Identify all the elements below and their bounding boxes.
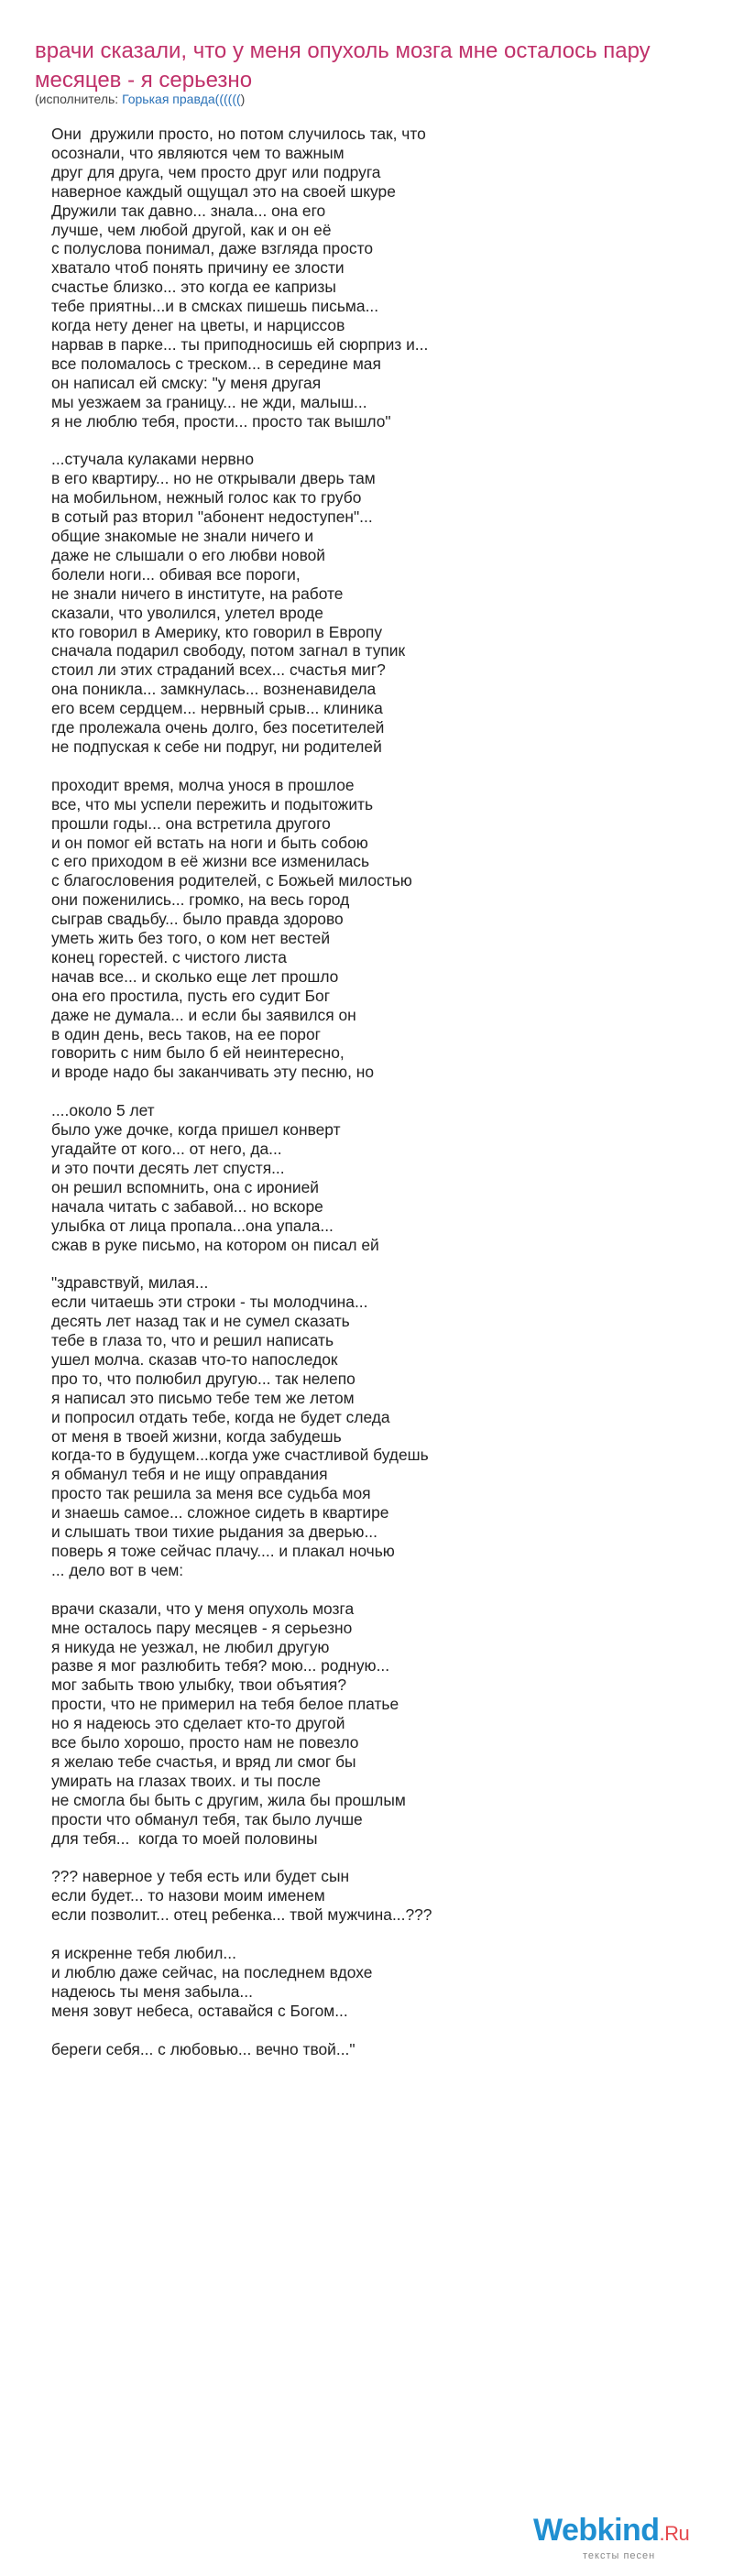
lyric-line: когда-то в будущем...когда уже счастливой будешь (51, 1446, 429, 1465)
lyric-line: говорить с ним было б ей неинтересно, (51, 1043, 345, 1063)
lyric-line: она его простила, пусть его судит Бог (51, 986, 331, 1005)
lyric-line: в его квартиру... но не открывали дверь там (51, 469, 376, 488)
lyric-line: наверное каждый ощущал это на своей шкуре (51, 181, 396, 201)
lyric-line: в один день, весь таков, на ее порог (51, 1024, 321, 1043)
lyric-line: поверь я тоже сейчас плачу.... и плакал ночью (51, 1542, 395, 1560)
lyric-line: хватало чтоб понять причину ее злости (51, 258, 345, 278)
lyric-line: все, что мы успели пережить и подытожить (51, 794, 374, 813)
lyric-line: с благословения родителей, с Божьей милостью (51, 871, 412, 890)
lyric-line: береги себя... с любовью... вечно твой..." (51, 2039, 356, 2058)
lyric-line: я обманул тебя и не ищу оправдания (51, 1465, 328, 1484)
lyric-line: если будет... то назови моим именем (51, 1886, 325, 1905)
lyric-line: уметь жить без того, о ком нет вестей (51, 929, 331, 948)
lyrics-stanza (51, 776, 693, 1083)
lyric-line: его всем сердцем... нервный срыв... клиника (51, 699, 383, 718)
lyric-line: было уже дочке, когда пришел конверт (51, 1120, 341, 1140)
lyric-line: умирать на глазах твоих. и ты после (51, 1771, 322, 1790)
lyric-line: с полуслова понимал, даже взгляда просто (51, 239, 374, 258)
lyric-line: разве я мог разлюбить тебя? мою... родную... (51, 1656, 390, 1675)
lyric-line: и вроде надо бы заканчивать эту песню, но (51, 1063, 375, 1082)
lyrics-body (51, 125, 693, 2078)
lyric-line: ... дело вот в чем: (51, 1560, 184, 1579)
lyric-line: "здравствуй, милая... (51, 1273, 209, 1293)
logo-tagline: тексты песен (583, 2550, 656, 2561)
lyrics-stanza (51, 125, 693, 431)
lyric-line: он решил вспомнить, она с иронией (51, 1177, 319, 1196)
lyric-line: осознали, что являются чем то важным (51, 143, 345, 162)
lyric-line: не знали ничего в институте, на работе (51, 584, 344, 603)
lyric-line: она поникла... замкнулась... возненавидела (51, 680, 377, 699)
lyric-line: конец горестей. с чистого листа (51, 947, 287, 966)
lyric-line: ...стучала кулаками нервно (51, 450, 254, 469)
lyrics-stanza (51, 2040, 693, 2059)
lyric-line: проходит время, молча унося в прошлое (51, 775, 355, 794)
lyric-line: где пролежала очень долго, без посетителей (51, 718, 385, 737)
lyric-line: мне осталось пару месяцев - я серьезно (51, 1618, 353, 1637)
lyric-line: и слышать твои тихие рыдания за дверью... (51, 1523, 377, 1542)
lyric-line: не подпуская к себе ни подруг, ни родителей (51, 737, 382, 756)
lyric-line: сыграв свадьбу... было правда здорово (51, 910, 344, 929)
lyric-line: когда нету денег на цветы, и нарциссов (51, 316, 345, 335)
lyric-line: и попросил отдать тебе, когда не будет следа (51, 1407, 390, 1426)
artist-suffix: ) (240, 92, 246, 106)
lyric-line: от меня в твоей жизни, когда забудешь (51, 1426, 342, 1446)
lyric-line: просто так решила за меня все судьба моя (51, 1484, 371, 1503)
lyrics-stanza (51, 1599, 693, 1849)
lyric-line: я искренне тебя любил... (51, 1943, 236, 1962)
logo-tld: .Ru (659, 2522, 690, 2545)
lyric-line: и знаешь самое... сложное сидеть в квартире (51, 1503, 389, 1523)
lyric-line: угадайте от кого... от него, да... (51, 1139, 282, 1158)
lyric-line: я написал это письмо тебе тем же летом (51, 1388, 355, 1407)
lyric-line: нарвав в парке... ты приподносишь ей сюрприз и... (51, 334, 429, 354)
lyric-line: Они дружили просто, но потом случилось так, что (51, 125, 426, 143)
lyric-line: не смогла бы быть с другим, жила бы прошлым (51, 1790, 406, 1809)
lyric-line: прости, что не примерил на тебя белое платье (51, 1695, 399, 1714)
lyric-line: он написал ей смску: "у меня другая (51, 373, 322, 392)
lyric-line: ....около 5 лет (51, 1101, 155, 1120)
lyric-line: надеюсь ты меня забыла... (51, 1981, 253, 2001)
lyric-line: сначала подарил свободу, потом загнал в тупик (51, 641, 406, 660)
lyric-line: и люблю даже сейчас, на последнем вдохе (51, 1962, 373, 1981)
lyric-line: прошли годы... она встретила другого (51, 813, 331, 833)
lyric-line: я желаю тебе счастья, и вряд ли смог бы (51, 1752, 356, 1771)
lyric-line: мог забыть твою улыбку, твои объятия? (51, 1675, 346, 1695)
lyric-line: в сотый раз вторил "абонент недоступен"... (51, 508, 373, 527)
lyric-line: прости что обманул тебя, так было лучше (51, 1809, 363, 1828)
lyric-line: друг для друга, чем просто друг или подруга (51, 162, 381, 181)
lyrics-stanza (51, 1101, 693, 1254)
lyric-line: они поженились... громко, на весь город (51, 890, 350, 910)
lyric-line: про то, что полюбил другую... так нелепо (51, 1369, 356, 1388)
artist-link[interactable]: Горькая правда(((((( (122, 92, 241, 106)
lyrics-stanza (51, 1273, 693, 1580)
lyric-line: сжав в руке письмо, на котором он писал ей (51, 1235, 379, 1254)
artist-line (35, 92, 245, 106)
lyric-line: тебе приятны...и в смсках пишешь письма... (51, 297, 379, 316)
lyric-line: болели ноги... обивая все пороги, (51, 564, 301, 584)
lyrics-stanza (51, 450, 693, 757)
lyric-line: десять лет назад так и не сумел сказать (51, 1312, 350, 1331)
lyric-line: с его приходом в её жизни все изменилась (51, 852, 370, 871)
lyric-line: даже не слышали о его любви новой (51, 545, 326, 564)
lyric-line: улыбка от лица пропала...она упала... (51, 1216, 334, 1235)
artist-prefix: (исполнитель: (35, 92, 123, 106)
lyric-line: счастье близко... это когда ее капризы (51, 278, 336, 297)
lyric-line: сказали, что уволился, улетел вроде (51, 603, 323, 622)
lyric-line: и он помог ей встать на ноги и быть собою (51, 833, 368, 852)
lyrics-stanza (51, 1944, 693, 2021)
lyric-line: кто говорил в Америку, кто говорил в Европу (51, 622, 383, 641)
lyric-line: все поломалось с треском... в середине мая (51, 354, 381, 373)
lyric-line: ??? наверное у тебя есть или будет сын (51, 1867, 350, 1886)
webkind-logo[interactable] (533, 2513, 689, 2549)
lyrics-stanza (51, 1867, 693, 1925)
lyric-line: начав все... и сколько еще лет прошло (51, 966, 339, 986)
lyric-line: но я надеюсь это сделает кто-то другой (51, 1714, 345, 1733)
lyric-line: я никуда не уезжал, не любил другую (51, 1637, 330, 1656)
logo-main: Webkind (533, 2513, 660, 2548)
lyric-line: и это почти десять лет спустя... (51, 1158, 285, 1177)
lyric-line: врачи сказали, что у меня опухоль мозга (51, 1599, 355, 1618)
page-title: врачи сказали, что у меня опухоль мозга мне осталось пару месяцев - я серьезно (35, 38, 651, 93)
lyric-line: ушел молча. сказав что-то напоследок (51, 1349, 338, 1369)
lyric-line: если читаешь эти строки - ты молодчина... (51, 1293, 368, 1312)
lyric-line: если позволит... отец ребенка... твой мужчина...??? (51, 1905, 432, 1925)
lyric-line: на мобильном, нежный голос как то грубо (51, 488, 362, 508)
lyric-line: все было хорошо, просто нам не повезло (51, 1733, 359, 1752)
lyric-line: для тебя... когда то моей половины (51, 1828, 318, 1848)
lyric-line: меня зовут небеса, оставайся с Богом... (51, 2001, 348, 2020)
lyric-line: я не люблю тебя, прости... просто так вышло" (51, 411, 391, 431)
lyric-line: лучше, чем любой другой, как и он её (51, 220, 332, 239)
lyric-line: начала читать с забавой... но вскоре (51, 1196, 323, 1216)
lyric-line: общие знакомые не знали ничего и (51, 527, 314, 546)
lyric-line: мы уезжаем за границу... не жди, малыш... (51, 392, 367, 411)
lyric-line: Дружили так давно... знала... она его (51, 201, 326, 220)
lyric-line: тебе в глаза то, что и решил написать (51, 1331, 334, 1350)
lyric-line: даже не думала... и если бы заявился он (51, 1005, 356, 1024)
lyric-line: стоил ли этих страданий всех... счастья миг? (51, 660, 386, 680)
